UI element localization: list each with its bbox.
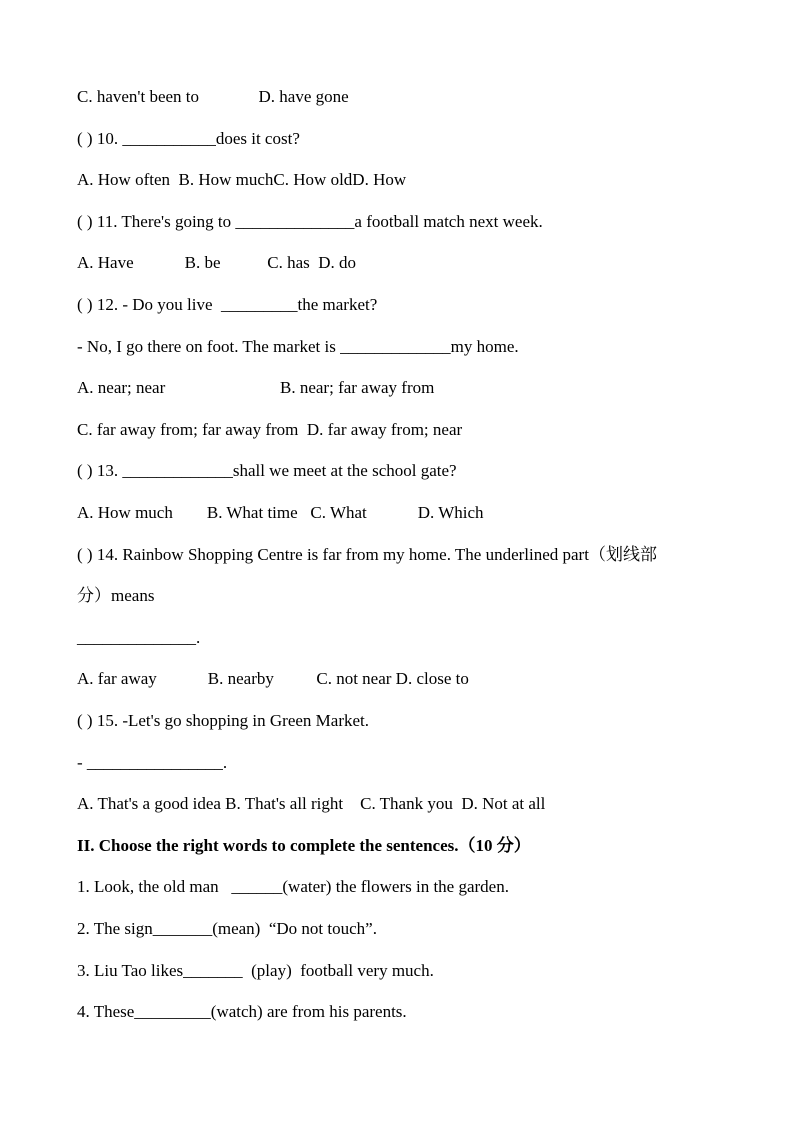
q12-options-ab: A. near; near B. near; far away from <box>77 378 435 397</box>
q10-options: A. How often B. How muchC. How oldD. How <box>77 170 407 189</box>
ii-item-3: 3. Liu Tao likes_______ (play) football very much. <box>77 961 434 980</box>
q14-question-cont: 分）means <box>77 586 155 605</box>
ii-item-1: 1. Look, the old man ______(water) the flowers in the garden. <box>77 877 509 896</box>
q12-options-cd: C. far away from; far away from D. far away from; near <box>77 420 463 439</box>
q14-question: ( ) 14. Rainbow Shopping Centre is far from my home. The underlined part（划线部 <box>77 545 657 564</box>
q9-options-cd: C. haven't been to D. have gone <box>77 87 349 106</box>
q15-question: ( ) 15. -Let's go shopping in Green Market. <box>77 711 369 730</box>
section-ii-heading: II. Choose the right words to complete the sentences.（10 分） <box>77 836 531 855</box>
q15-blank: - ________________. <box>77 753 228 772</box>
q14-options: A. far away B. nearby C. not near D. close to <box>77 669 469 688</box>
ii-item-4: 4. These_________(watch) are from his parents. <box>77 1002 407 1021</box>
q11-options: A. Have B. be C. has D. do <box>77 253 357 272</box>
q10-question: ( ) 10. ___________does it cost? <box>77 129 300 148</box>
q13-options: A. How much B. What time C. What D. Which <box>77 503 484 522</box>
q12-answer-line: - No, I go there on foot. The market is _____________my home. <box>77 337 519 356</box>
q12-question: ( ) 12. - Do you live _________the market? <box>77 295 378 314</box>
q15-options: A. That's a good idea B. That's all right C. Thank you D. Not at all <box>77 794 546 813</box>
q13-question: ( ) 13. _____________shall we meet at the school gate? <box>77 461 457 480</box>
q14-blank: ______________. <box>77 628 201 647</box>
q11-question: ( ) 11. There's going to ______________a football match next week. <box>77 212 543 231</box>
ii-item-2: 2. The sign_______(mean) “Do not touch”. <box>77 919 377 938</box>
